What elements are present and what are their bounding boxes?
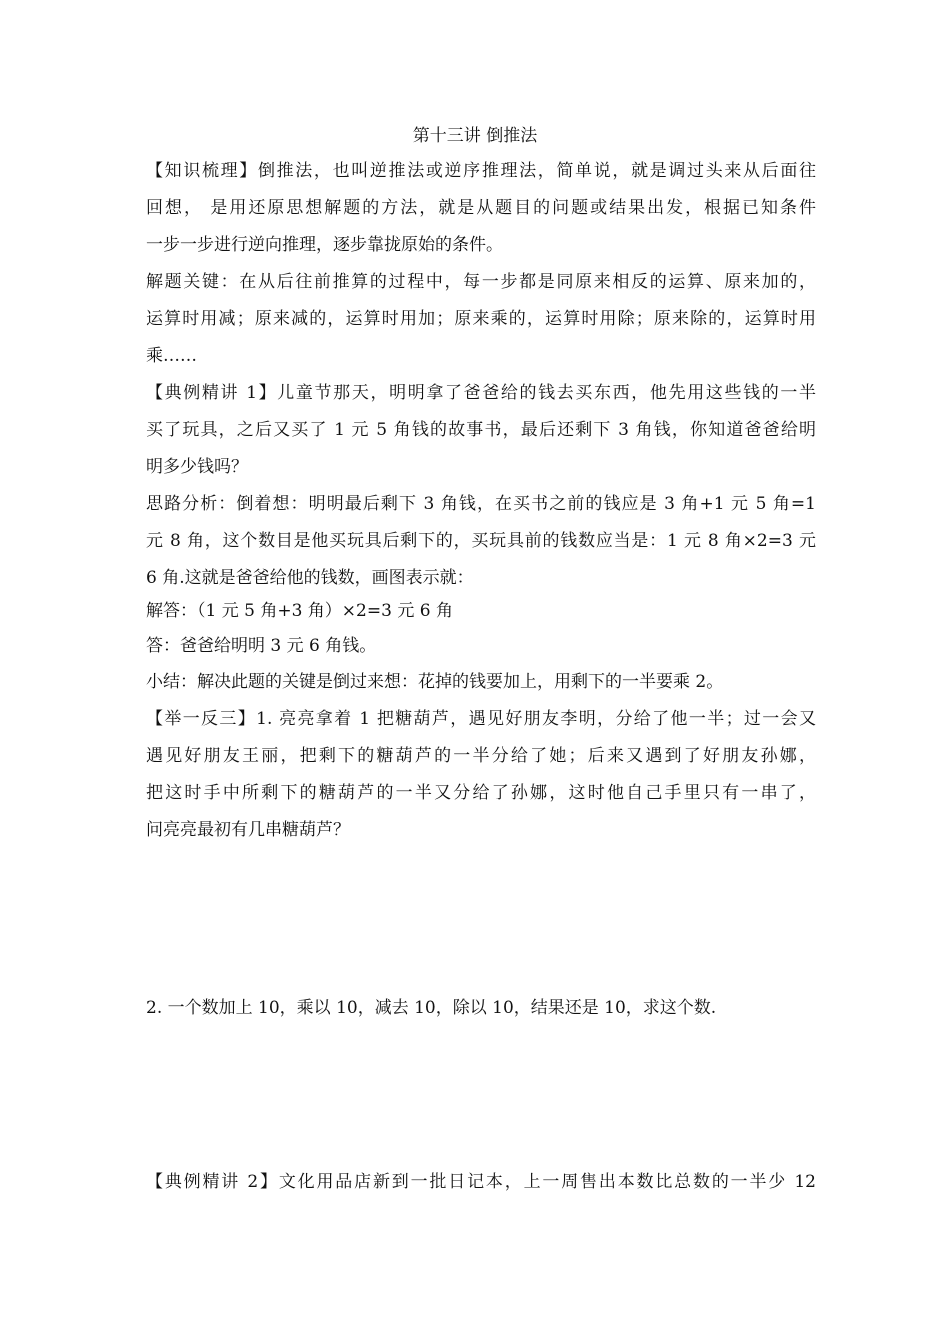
exercise-2-line: 2. 一个数加上 10，乘以 10，减去 10，除以 10，结果还是 10，求这个数.: [146, 998, 717, 1018]
analysis-line-2: 元 8 角，这个数目是他买玩具后剩下的，买玩具前的钱数应当是：1 元 8 角×2=3 元: [146, 531, 816, 551]
solving-key-line-3: 乘……: [146, 346, 197, 366]
exercise-1-line-2: 遇见好朋友王丽，把剩下的糖葫芦的一半分给了她；后来又遇到了好朋友孙娜，: [146, 746, 816, 766]
solving-key-line-2: 运算时用减；原来减的，运算时用加；原来乘的，运算时用除；原来除的，运算时用: [146, 309, 816, 329]
example-1-line-1: 【典例精讲 1】儿童节那天，明明拿了爸爸给的钱去买东西，他先用这些钱的一半: [146, 383, 816, 403]
knowledge-summary-line-1: 【知识梳理】倒推法，也叫逆推法或逆序推理法，简单说，就是调过头来从后面往: [146, 161, 816, 181]
exercise-1-line-3: 把这时手中所剩下的糖葫芦的一半又分给了孙娜，这时他自己手里只有一串了，: [146, 783, 816, 803]
exercise-1-line-4: 问亮亮最初有几串糖葫芦？: [146, 820, 350, 840]
example-1-line-2: 买了玩具，之后又买了 1 元 5 角钱的故事书，最后还剩下 3 角钱，你知道爸爸给明: [146, 420, 816, 440]
lecture-title: 第十三讲 倒推法: [412, 126, 538, 146]
knowledge-summary-line-2: 回想， 是用还原思想解题的方法，就是从题目的问题或结果出发，根据已知条件: [146, 198, 816, 218]
solving-key-line-1: 解题关键：在从后往前推算的过程中，每一步都是同原来相反的运算、原来加的，: [146, 272, 816, 292]
answer-line: 答：爸爸给明明 3 元 6 角钱。: [146, 636, 377, 656]
analysis-line-3: 6 角.这就是爸爸给他的钱数，画图表示就：: [146, 568, 474, 588]
example-1-line-3: 明多少钱吗？: [146, 457, 248, 477]
solution-line: 解答：（1 元 5 角+3 角）×2=3 元 6 角: [146, 601, 453, 621]
exercise-1-line-1: 【举一反三】1. 亮亮拿着 1 把糖葫芦，遇见好朋友李明，分给了他一半；过一会又: [146, 709, 816, 729]
analysis-line-1: 思路分析：倒着想：明明最后剩下 3 角钱，在买书之前的钱应是 3 角+1 元 5 角=1: [146, 494, 816, 514]
knowledge-summary-line-3: 一步一步进行逆向推理，逐步靠拢原始的条件。: [146, 235, 503, 255]
summary-line: 小结：解决此题的关键是倒过来想：花掉的钱要加上，用剩下的一半要乘 2。: [146, 672, 724, 692]
example-2-line-1: 【典例精讲 2】文化用品店新到一批日记本，上一周售出本数比总数的一半少 12: [146, 1172, 816, 1192]
